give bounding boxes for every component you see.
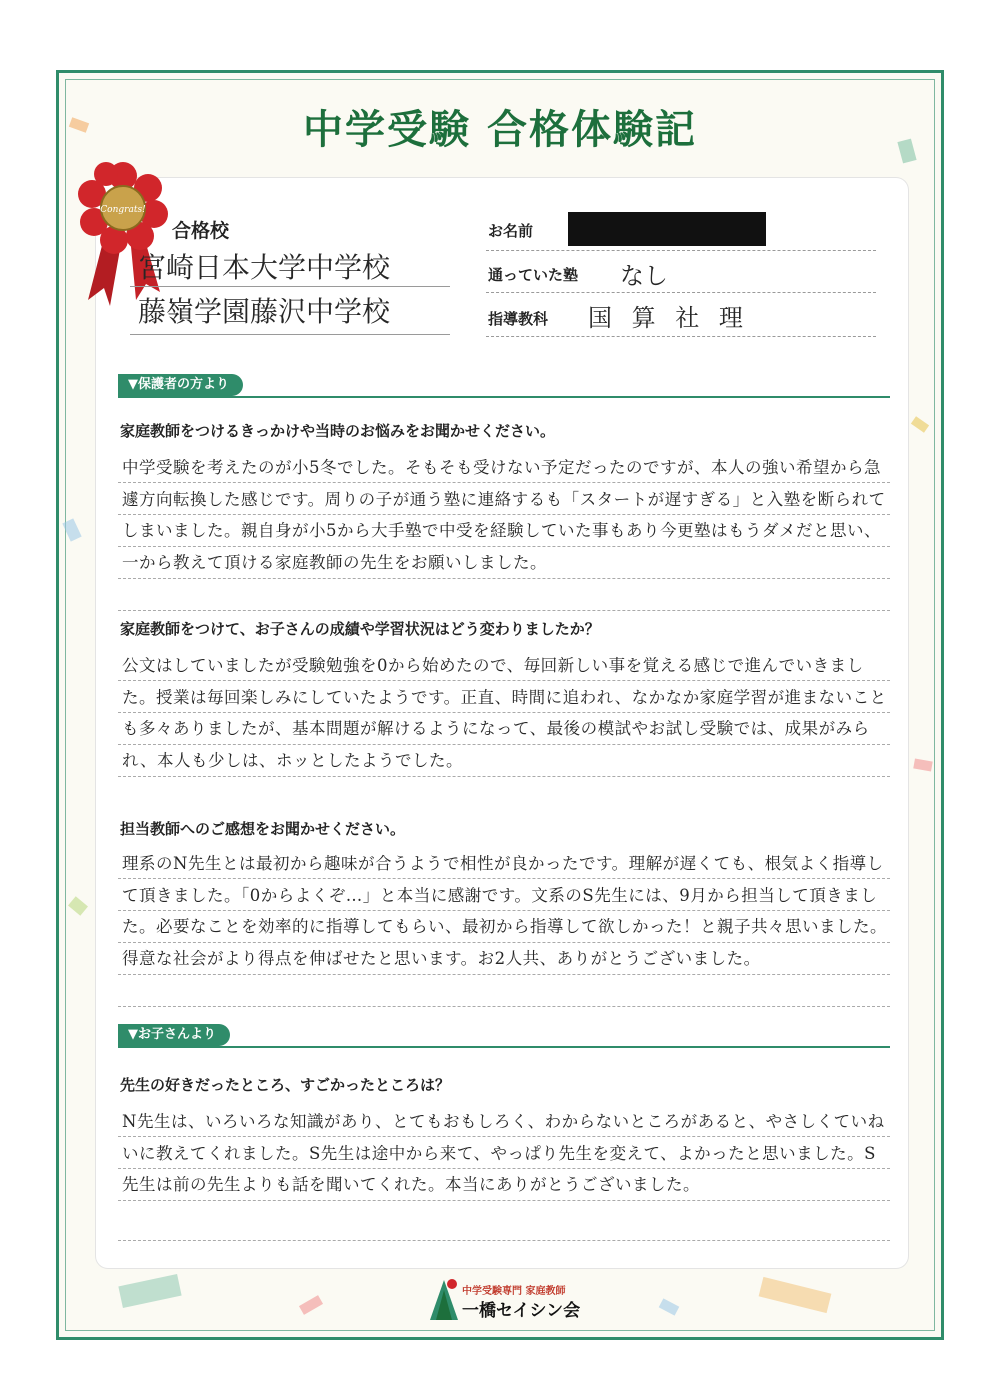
answer-rule (118, 776, 890, 777)
answer-rule (118, 974, 890, 975)
school-line-2 (130, 334, 450, 335)
rosette-icon (78, 160, 168, 310)
page-title: 中学受験 合格体験記 (303, 106, 697, 153)
answer-rule (118, 1240, 890, 1241)
answer-rule (118, 1006, 890, 1007)
parent-question-1: 家庭教師をつけるきっかけや当時のお悩みをお聞かせください。 (120, 422, 556, 440)
name-redaction (568, 212, 766, 246)
logo-tagline: 中学受験専門 家庭教師 (462, 1286, 566, 1297)
parent-question-2: 家庭教師をつけて、お子さんの成績や学習状況はどう変わりましたか？ (120, 620, 600, 638)
child-question-1: 先生の好きだったところ、すごかったところは？ (120, 1076, 451, 1094)
parent-answer-3: 理系のN先生とは最初から趣味が合うようで相性が良かったです。理解が遅くても、根気よく指導して頂きました。「0からよくぞ…」と本当に感謝です。文系のS先生には、9月から担当して頂きました。必要なことを効率的に指導してもらい、最初から指導して欲しかった！と親子共々思いました。得意な社会がより得点を伸ばせたと思います。お2人共、ありがとうございました。 (122, 854, 887, 968)
subject-value: 国 算 社 理 (588, 304, 749, 332)
school-name-2: 藤嶺学園藤沢中学校 (138, 295, 391, 328)
school-name-1: 宮崎日本大学中学校 (138, 251, 391, 284)
parent-question-3: 担当教師へのご感想をお聞かせください。 (120, 820, 406, 838)
section-rule-parent (118, 396, 890, 398)
name-line (486, 250, 876, 251)
juku-value: なし (620, 262, 668, 290)
juku-label: 通っていた塾 (488, 266, 579, 284)
section-rule-child (118, 1046, 890, 1048)
child-answer-1: N先生は、いろいろな知識があり、とてもおもしろく、わからないところがあると、やさしくていねいに教えてくれました。S先生は途中から来て、やっぱり先生を変えて、よかったと思いました。S先生は前の先生よりも話を聞いてくれた。本当にありがとうございました。 (122, 1112, 885, 1194)
school-label: 合格校 (172, 220, 230, 242)
section-tag-parent: ▼保護者の方より (118, 374, 243, 396)
parent-answer-1: 中学受験を考えたのが小5冬でした。そもそも受けない予定だったのですが、本人の強い希望から急遽方向転換した感じです。周りの子が通う塾に連絡するも「スタートが遅すぎる」と入塾を断られてしまいました。親自身が小5から大手塾で中受を経験していた事もあり今更塾はもうダメだと思い、一から教えて頂ける家庭教師の先生をお願いしました。 (122, 458, 886, 572)
subject-line (486, 336, 876, 337)
answer-rule (118, 610, 890, 611)
subject-label: 指導教科 (488, 310, 549, 328)
section-tag-child: ▼お子さんより (118, 1024, 230, 1046)
svg-text:Congrats!: Congrats! (100, 205, 146, 215)
parent-answer-2: 公文はしていましたが受験勉強を0から始めたので、毎回新しい事を覚える感じで進んでいきました。授業は毎回楽しみにしていたようです。正直、時間に追われ、なかなか家庭学習が進まないことも多々ありましたが、基本問題が解けるようになって、最後の模試やお試し受験では、成果がみられ、本人も少しは、ホッとしたようでした。 (122, 656, 887, 770)
juku-line (486, 292, 876, 293)
school-line-1 (130, 286, 450, 287)
name-label: お名前 (488, 222, 534, 240)
answer-rule (118, 578, 890, 579)
logo-brand: 一橋セイシン会 (462, 1301, 581, 1321)
